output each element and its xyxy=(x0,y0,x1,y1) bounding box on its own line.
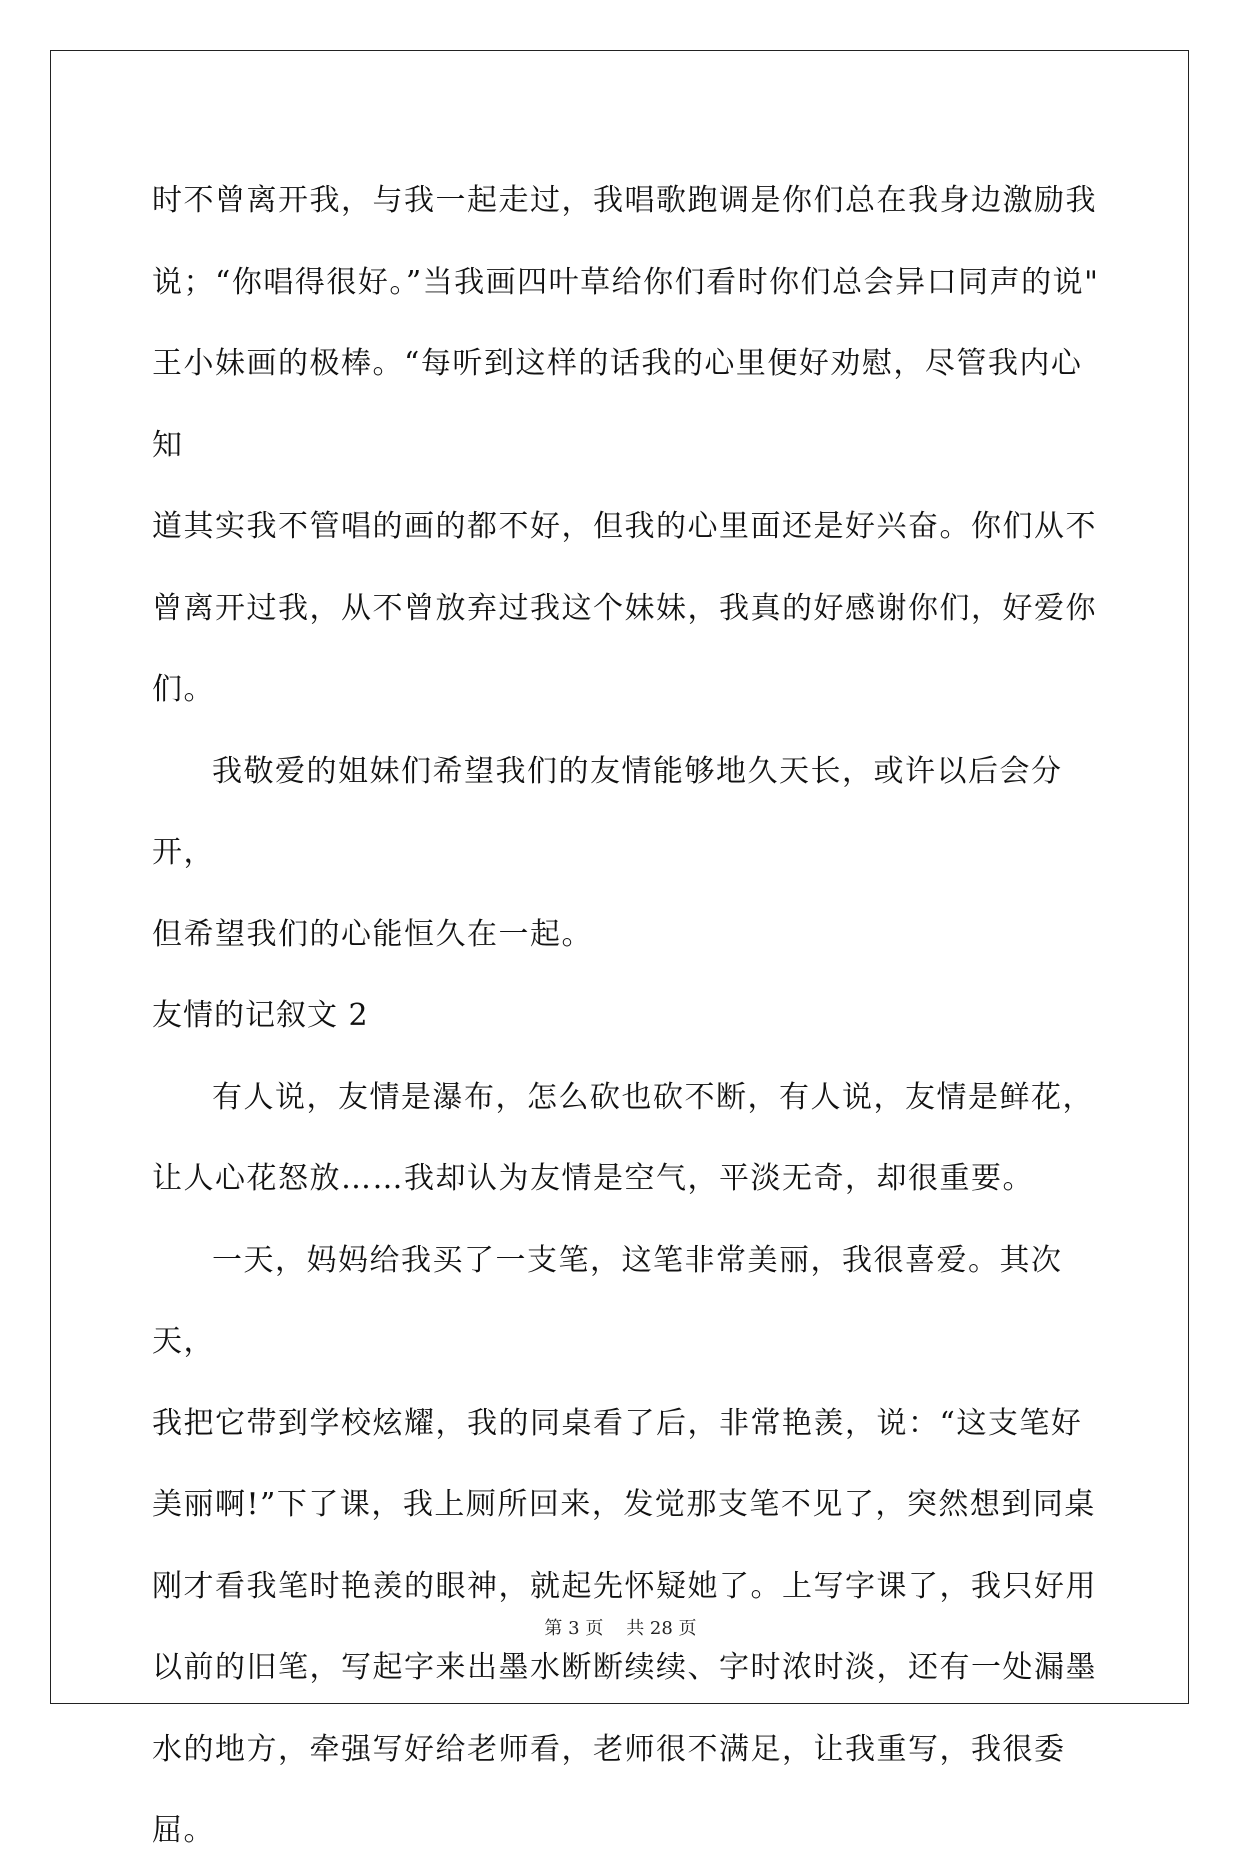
text-line: 以前的旧笔，写起字来出墨水断断续续、字时浓时淡，还有一处漏墨 xyxy=(152,1650,1097,1685)
text-line: 时不曾离开我，与我一起走过，我唱歌跑调是你们总在我身边激励我 xyxy=(152,183,1097,218)
text-line: 但希望我们的心能恒久在一起。 xyxy=(152,916,593,952)
text-line: 有人说，友情是瀑布，怎么砍也砍不断，有人说，友情是鲜花， xyxy=(212,1079,1094,1115)
text-line: 说；“你唱得很好。”当我画四叶草给你们看时你们总会异口同声的说" xyxy=(152,264,1100,300)
text-line: 刚才看我笔时艳羡的眼神，就起先怀疑她了。上写字课了，我只好用 xyxy=(152,1568,1097,1604)
section-heading: 友情的记叙文 2 xyxy=(152,998,369,1033)
text-line: 王小妹画的极棒。“每听到这样的话我的心里便好劝慰，尽管我内心知 xyxy=(152,346,1083,463)
text-line: 我敬爱的姐妹们希望我们的友情能够地久天长，或许以后会分开， xyxy=(152,753,1063,870)
text-line: 我把它带到学校炫耀，我的同桌看了后，非常艳羡，说：“这支笔好 xyxy=(152,1405,1083,1441)
text-line: 让人心花怒放……我却认为友情是空气，平淡无奇，却很重要。 xyxy=(152,1161,1034,1196)
text-line: 一天，妈妈给我买了一支笔，这笔非常美丽，我很喜爱。其次天， xyxy=(152,1242,1063,1359)
text-line: 曾离开过我，从不曾放弃过我这个妹妹，我真的好感谢你们，好爱你 xyxy=(152,590,1097,626)
text-line: 美丽啊!”下了课，我上厕所回来，发觉那支笔不见了，突然想到同桌 xyxy=(152,1487,1096,1522)
text-line: 道其实我不管唱的画的都不好，但我的心里面还是好兴奋。你们从不 xyxy=(152,509,1097,544)
page-number-footer: 第 3 页 共 28 页 xyxy=(544,1618,697,1639)
text-line: 水的地方，牵强写好给老师看，老师很不满足，让我重写，我很委屈。 xyxy=(152,1731,1066,1848)
text-line: 们。 xyxy=(152,672,215,707)
